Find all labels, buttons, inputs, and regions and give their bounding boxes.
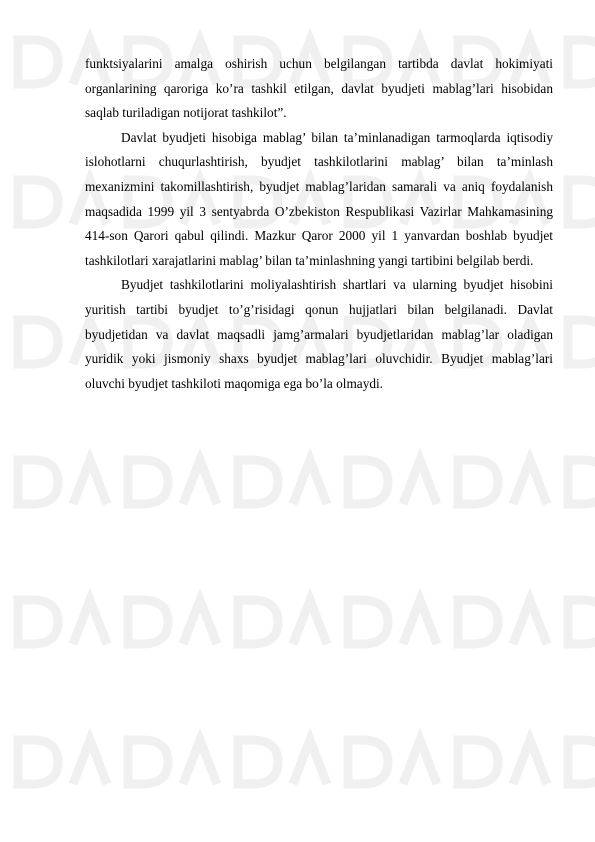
watermark-mark — [348, 600, 437, 644]
watermark-mark — [568, 320, 595, 364]
watermark-mark — [238, 740, 327, 784]
watermark-mark — [18, 740, 107, 784]
watermark-mark — [458, 460, 547, 504]
watermark-mark — [568, 600, 595, 644]
watermark-mark — [458, 600, 547, 644]
watermark-mark — [568, 740, 595, 784]
watermark-mark — [18, 460, 107, 504]
document-page — [85, 52, 553, 396]
watermark-mark — [128, 600, 217, 644]
watermark-mark — [568, 180, 595, 224]
watermark-mark — [458, 740, 547, 784]
watermark-mark — [568, 460, 595, 504]
paragraph-3: Byudjet tashkilotlarini moliyalashtirish shartlari va ularning byudjet hisobini yuritish tartibi byudjet to’g’risidagi qonun hujjatlari bilan belgilanadi. Davlat byudjetidan va davlat maqsadli jamg’armalari byudjetlaridan mablag’lar oladigan yuridik yoki jismoniy shaxs byudjet mablag’lari oluvchidir. Byudjet mablag’lari oluvchi byudjet tashkiloti maqomiga ega bo’la olmaydi. — [85, 277, 553, 391]
watermark-mark — [238, 460, 327, 504]
watermark-mark — [128, 740, 217, 784]
paragraph-2: Davlat byudjeti hisobiga mablag’ bilan ta’minlanadigan tarmoqlarda iqtisodiy islohotlarni chuqurlashtirish, byudjet tashkilotlarini mablag’ bilan ta’minlash mexanizmini takomillashtirish, byudjet mablag’laridan samarali va aniq foydalanish maqsadida 1999 yil 3 sentyabrda O’zbekiston Respublikasi Vazirlar Mahkamasining 414-son Qarori qabul qilindi. Mazkur Qaror 2000 yil 1 yanvardan boshlab byudjet tashkilotlari xarajatlarini mablag’ bilan ta’minlashning yangi tartibini belgilab berdi. — [85, 129, 553, 268]
watermark-mark — [238, 600, 327, 644]
watermark-mark — [18, 600, 107, 644]
watermark-mark — [128, 460, 217, 504]
watermark-mark — [348, 460, 437, 504]
watermark-mark — [348, 740, 437, 784]
paragraph-1: funktsiyalarini amalga oshirish uchun belgilangan tartibda davlat hokimiyati organlarining qaroriga ko’ra tashkil etilgan, davlat byudjeti mablag’lari hisobidan saqlab turiladigan notijorat tashkilot”. — [85, 56, 553, 121]
watermark-mark — [568, 40, 595, 84]
